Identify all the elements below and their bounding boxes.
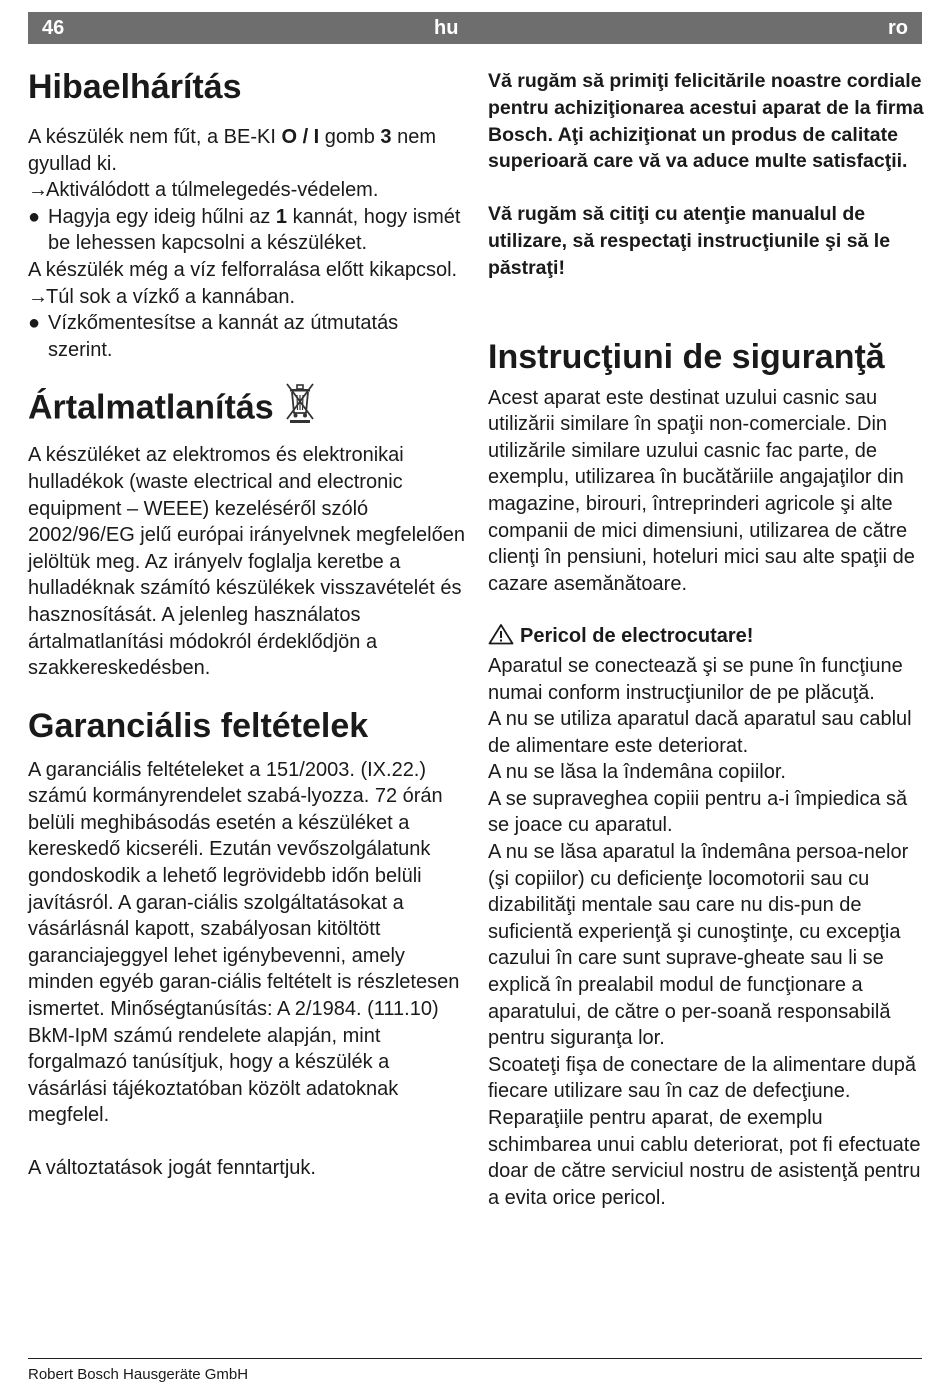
warranty-text: A garanciális feltételeket a 151/2003. (IX.22.) számú kormányrendelet szabá-lyozza. 72 órán belüli meghibásodás esetén a készüléket a kereskedő kicseréli. Ezután vevőszolgálatunk gondoskodik a lehető legrövidebb időn belüli javításról. A garan-ciális szolgáltatásokat a vásárlásnál kapott, szabályosan kitöltött garanciajeggyel lehet igénybevenni, amely minden egyéb garan-ciális feltételt is részletesen ismertet. Minőségtanúsítás: A 2/1984. (111.10) BkM-IpM számú rendelete alapján, mint forgalmazó tanúsítjuk, hogy a készülék a vásárlási tájékoztatóban közölt adatoknak megfelel. — [28, 758, 460, 1127]
problem-1-text-b: gomb — [319, 126, 381, 148]
remedy-1-text-b: kannát, hogy ismét be lehessen kapcsolni a készüléket. — [48, 205, 461, 255]
hungarian-column — [28, 60, 466, 1182]
language-label-hu: hu — [434, 17, 459, 39]
cause-1 — [28, 177, 466, 204]
crossed-out-bin-icon — [284, 379, 316, 432]
romanian-column — [488, 60, 924, 1211]
read-manual-text: Vă rugăm să citiţi cu atenţie manualul de utilizare, să respectaţi instrucţiunile şi să le păstraţi! — [488, 203, 891, 279]
danger-line-1: Aparatul se conectează şi se pune în funcţiune numai conform instrucţiunilor de pe plăcuţă. — [488, 654, 903, 704]
danger-line-4: A se supraveghea copiii pentru a-i împiedica să se joace cu aparatul. — [488, 787, 908, 837]
danger-line-7: Reparaţiile pentru aparat, de exemplu schimbarea unui cablu deteriorat, pot fi efectuate doar de către serviciul nostru de asistenţă pentru a evita orice pericol. — [488, 1107, 921, 1209]
footer-company: Robert Bosch Hausgeräte GmbH — [28, 1366, 249, 1383]
remedy-2 — [28, 310, 466, 363]
arrow-icon: → — [28, 285, 48, 308]
danger-line-3: A nu se lăsa la îndemâna copiilor. — [488, 761, 786, 784]
footer-divider — [28, 1358, 922, 1359]
page-number: 46 — [42, 17, 65, 39]
disposal-title: Ártalmatlanítás — [28, 388, 274, 427]
kettle-number: 1 — [275, 205, 288, 228]
congratulations-text: Vă rugăm să primiţi felicitările noastre cordiale pentru achiziţionarea acestui aparat de la firma Bosch. Aţi achiziţionat un produs de calitate superioară care vă va aduce multe satisfacţii. — [488, 70, 924, 173]
cause-2-text: Túl sok a vízkő a kannában. — [46, 285, 296, 308]
remedy-1 — [28, 204, 466, 257]
cause-1-text: Aktiválódott a túlmelegedés-védelem. — [46, 179, 379, 202]
problem-1 — [28, 124, 466, 177]
arrow-icon: → — [28, 179, 48, 202]
cause-2 — [28, 284, 466, 311]
safety-text: Acest aparat este destinat uzului casnic sau utilizării similare în spaţii non-comerciale. Din utilizările similare uzului casnic fac parte, de exemplu, utilizarea în bucătăriile angajaţilor din magazine, birouri, întreprinderi agricole şi alte companii de mici dimensiuni, utilizarea de către clienţi în pensiuni, hoteluri mici sau alte spaţii de cazare asemănătoare. — [488, 386, 915, 595]
electrocution-warning-heading — [488, 623, 924, 653]
danger-line-2: A nu se utiliza aparatul dacă aparatul sau cablul de alimentare este deteriorat. — [488, 708, 912, 757]
problem-2: A készülék még a víz felforralása előtt kikapcsol. — [28, 258, 458, 281]
disposal-text: A készüléket az elektromos és elektronikai hulladékok (waste electrical and electronic equipment – WEEE) kezeléséről szóló 2002/96/EG jelű európai irányelvnek megfelelően jelöltük meg. Az irányelv foglalja keretbe a hulladéknak számító készülékek visszavételét és hasznosítását. A jelenleg használatos ártalmatlanítási módokról érdeklődjön a szakkereskedésben. — [28, 444, 465, 680]
bullet-icon: ● — [28, 205, 41, 228]
page-header-bar — [28, 12, 922, 44]
problem-1-text-c: nem gyullad ki. — [28, 126, 436, 175]
bullet-icon: ● — [28, 312, 41, 335]
warranty-heading: Garanciális feltételek — [28, 706, 369, 745]
problem-1-text: A készülék nem fűt, a BE-KI — [28, 126, 282, 148]
troubleshooting-section — [28, 124, 466, 363]
danger-line-5: A nu se lăsa aparatul la îndemâna persoa-nelor (şi copiilor) cu deficienţe locomotorii sau cu dizabilităţi mentale sau care nu dis-pun de suficientă experienţă şi cunoştinţe, cu excepţia cazului în care sunt suprave-gheate sau li se explică în prealabil modul de funcţionare a aparatului, de către o per-soană responsabilă pentru siguranţa lor. — [488, 841, 909, 1050]
safety-heading: Instrucţiuni de siguranţă — [488, 337, 885, 376]
reservation-note: A változtatások jogát fenntartjuk. — [28, 1157, 316, 1179]
remedy-2-text: Vízkőmentesítse a kannát az útmutatás szerint. — [48, 312, 399, 361]
language-label-ro: ro — [888, 17, 908, 39]
on-off-key-label: O / I — [281, 126, 320, 148]
danger-line-6: Scoateţi fişa de conectare de la alimentare după fiecare utilizare sau în caz de defecţiune. — [488, 1053, 917, 1103]
warning-title: Pericol de electrocutare! — [520, 625, 754, 648]
disposal-heading — [28, 387, 466, 432]
button-number: 3 — [380, 126, 392, 148]
troubleshooting-heading: Hibaelhárítás — [28, 68, 242, 106]
warning-triangle-icon — [488, 623, 514, 653]
remedy-1-text: Hagyja egy ideig hűlni az — [48, 205, 276, 228]
